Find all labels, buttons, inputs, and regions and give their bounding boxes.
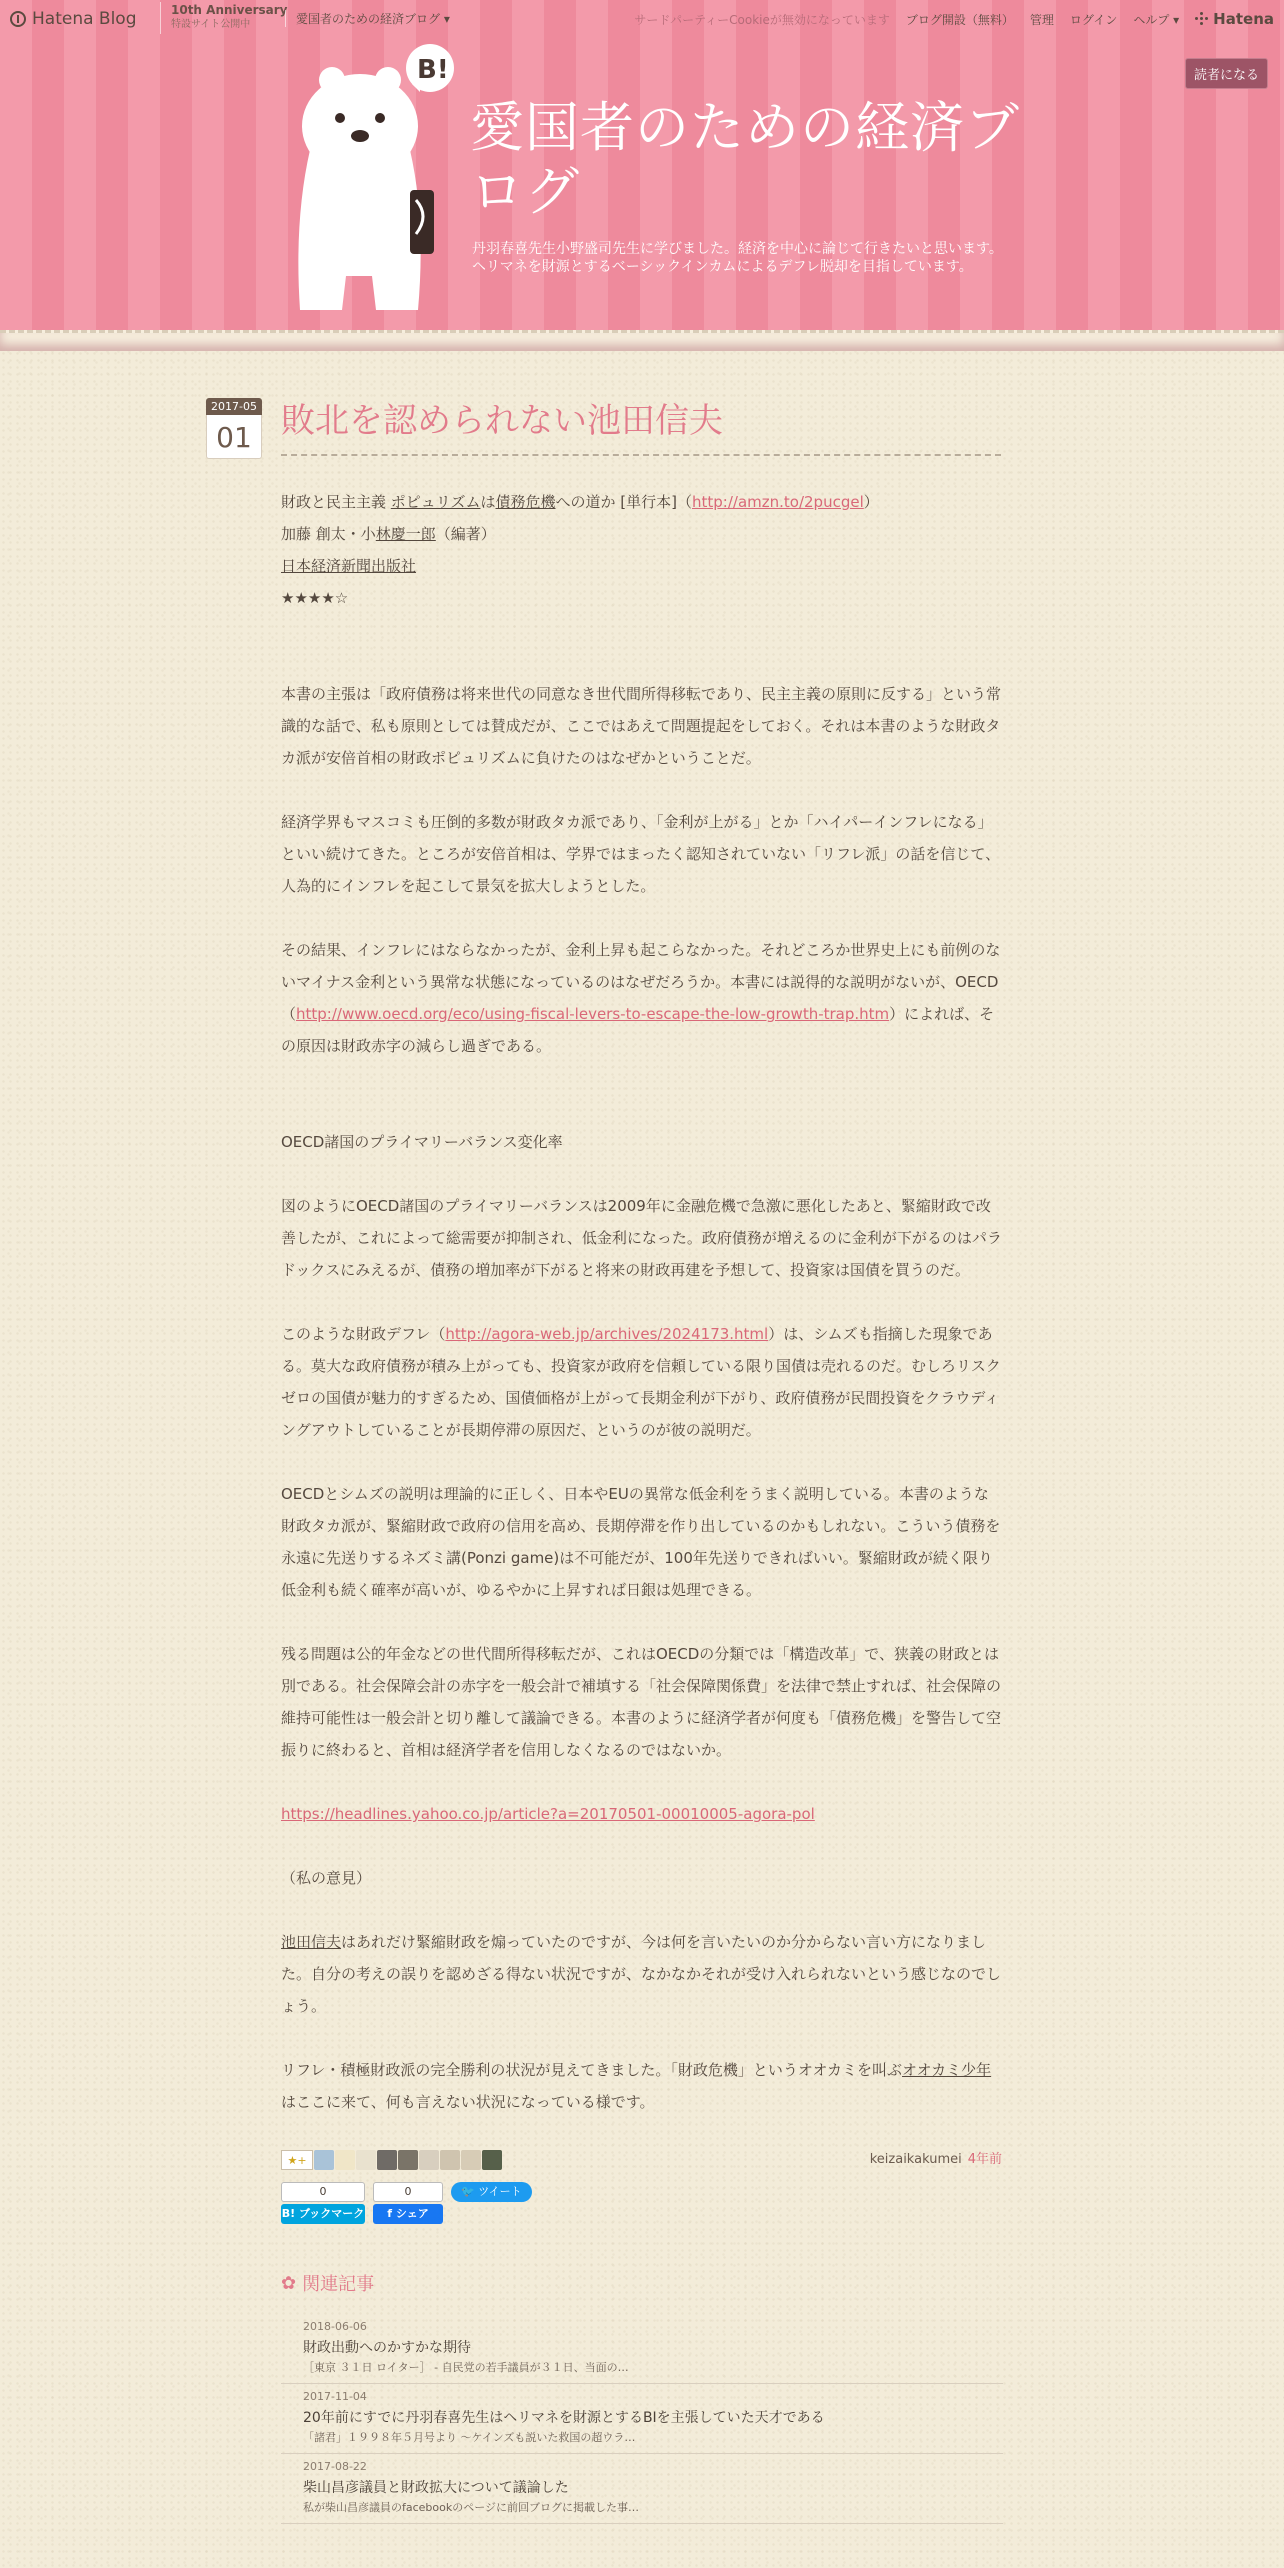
flower-icon: ✿: [281, 2272, 297, 2294]
opinion-heading: （私の意見）: [281, 1869, 372, 1887]
social-share-buttons: [281, 2182, 532, 2224]
related-snippet: 「諸君」１９９８年５月号より ～ケインズも説いた救国の超ウラ…: [303, 2431, 636, 2444]
header-divider: [0, 330, 1284, 351]
facebook-count: 0: [373, 2182, 443, 2202]
keyword-link[interactable]: 林慶一郎: [375, 525, 436, 543]
blog-mascot-bear-image: [270, 40, 470, 340]
help-menu[interactable]: ヘルプ ▾: [1133, 12, 1180, 27]
keyword-link[interactable]: オオカミ少年: [902, 2061, 992, 2079]
source-link[interactable]: https://headlines.yahoo.co.jp/article?a=20170501-00010005-agora-pol: [281, 1805, 815, 1823]
related-date: 2018-06-06: [303, 2320, 367, 2333]
keyword-link[interactable]: 池田信夫: [281, 1933, 342, 1951]
paragraph: [281, 2054, 1003, 2118]
figure-caption: OECD諸国のプライマリーバランス変化率: [281, 1133, 563, 1151]
entry-date-badge[interactable]: [206, 398, 262, 459]
agora-link[interactable]: http://agora-web.jp/archives/2024173.html: [445, 1325, 769, 1343]
facebook-share-button[interactable]: f シェア: [373, 2204, 443, 2224]
text: ）は、シムズも指摘した現象である。莫大な政府債務が積み上がっても、投資家が政府を信頼している限り国債は売れるのだ。むしろリスクゼロの国債が魅力的すぎるため、国債価格が上がって長期金利が下がり、政府債務が民間投資をクラウディングアウトしていることが長期停滞の原因だ、というのが彼の説明だ。: [281, 1325, 1001, 1439]
star-user-icon[interactable]: [398, 2150, 418, 2170]
related-entry[interactable]: [281, 2454, 1003, 2524]
text: への道か [単行本]（: [555, 493, 692, 511]
logo-text: Hatena Blog: [32, 9, 137, 29]
text: ）によれば、その原因は財政赤字の減らし過ぎである。: [281, 1005, 995, 1055]
global-header-bar: [0, 0, 1284, 36]
tweet-button[interactable]: [451, 2182, 532, 2202]
related-snippet: 私が柴山昌彦議員のfacebookのページに前回ブログに掲載した事…: [303, 2501, 640, 2514]
hatena-star-bar: [281, 2150, 502, 2170]
keyword-link[interactable]: ポピュリズム: [390, 493, 481, 511]
related-date: 2017-11-04: [303, 2390, 367, 2403]
related-entries: [281, 2270, 1003, 2524]
book-title-line: [281, 486, 1003, 518]
keyword-link[interactable]: 日本経済新聞出版社: [281, 557, 417, 575]
tweet-label: ツイート: [478, 2185, 522, 2198]
amazon-link[interactable]: http://amzn.to/2pucgel: [692, 493, 864, 511]
login-link[interactable]: ログイン: [1069, 12, 1118, 27]
twitter-bird-icon: 🐦: [461, 2185, 479, 2198]
hatena-blog-logo[interactable]: [10, 9, 137, 29]
related-title[interactable]: 柴山昌彦議員と財政拡大について議論した: [303, 2480, 569, 2496]
paragraph: 経済学界もマスコミも圧倒的多数が財政タカ派であり、「金利が上がる」とか「ハイパーインフレになる」といい続けてきた。ところが安倍首相は、学界ではまったく認知されていない「リフレ派」の話を信じて、人為的にインフレを起こして景気を拡大しようとした。: [281, 813, 1001, 895]
entry-date-day: 01: [206, 415, 262, 459]
book-rating: ★★★★☆: [281, 589, 349, 607]
hatena-blog-icon: [10, 11, 26, 27]
paragraph: OECDとシムズの説明は理論的に正しく、日本やEUの異常な低金利をうまく説明している。本書のような財政タカ派が、緊縮財政で政府の信用を高め、長期停滞を作り出しているのかもしれない。こういう債務を永遠に先送りするネズミ講(Ponzi game)は不可能だが、100年先送りできればいい。緊縮財政が続く限り低金利も続く確率が高いが、ゆるやかに上昇すれば日銀は処理できる。: [281, 1485, 1001, 1599]
open-blog-link[interactable]: ブログ開設（無料）: [905, 12, 1014, 27]
star-user-icon[interactable]: [482, 2150, 502, 2170]
text: リフレ・積極財政派の完全勝利の状況が見えてきました。「財政危機」というオオカミを叫ぶ: [281, 2061, 903, 2079]
star-user-icon[interactable]: [377, 2150, 397, 2170]
bookmark-button[interactable]: B! ブックマーク: [281, 2204, 365, 2224]
entry-time-ago[interactable]: 4年前: [967, 2152, 1002, 2167]
text: はここに来て、何も言えない状況になっている様です。: [281, 2093, 655, 2111]
related-entry[interactable]: [281, 2384, 1003, 2454]
global-nav-right: [634, 10, 1274, 28]
facebook-share[interactable]: [373, 2182, 443, 2224]
hatena-bookmark-share[interactable]: [281, 2182, 365, 2224]
related-heading: [281, 2270, 1003, 2296]
blog-description: 丹羽春喜先生小野盛司先生に学びました。経済を中心に論じて行きたいと思います。ヘリマネを財源とするベーシックインカムによるデフレ脱却を目指しています。: [472, 241, 1003, 275]
author-link[interactable]: keizaikakumei: [869, 2152, 962, 2167]
blog-header: [0, 0, 1284, 338]
oecd-link[interactable]: http://www.oecd.org/eco/using-fiscal-levers-to-escape-the-low-growth-trap.htm: [296, 1005, 890, 1023]
entry-author-meta: [870, 2148, 1002, 2167]
related-title[interactable]: 20年前にすでに丹羽春喜先生はヘリマネを財源とするBIを主張していた天才である: [303, 2410, 825, 2426]
paragraph: 図のようにOECD諸国のプライマリーバランスは2009年に金融危機で急激に悪化したあと、緊縮財政で改善したが、これによって総需要が抑制され、低金利になった。政府債務が増えるのに金利が下がるのはパラドックスにみえるが、債務の増加率が下がると将来の財政再建を予想して、投資家は国債を買うのだ。: [281, 1197, 1002, 1279]
text: このような財政デフレ（: [281, 1325, 446, 1343]
text: その結果、インフレにはならなかったが、金利上昇も起こらなかった。それどころか世界史上にも前例のないマイナス金利という異常な状態になっているのはなぜだろうか。本書には説得的な説明がないが、OECD（: [281, 941, 1001, 1023]
cookie-notice[interactable]: サードパーティーCookieが無効になっています: [634, 12, 890, 27]
star-user-icon[interactable]: [314, 2150, 334, 2170]
paragraph: 残る問題は公的年金などの世代間所得移転だが、これはOECDの分類では「構造改革」で、狭義の財政とは別である。社会保障会計の赤字を一般会計で補填する「社会保障関係費」を法律で禁止すれば、社会保障の維持可能性は一般会計と切り離して議論できる。本書のように経済学者が何度も「債務危機」を警告して空振りに終わると、首相は経済学者を信用しなくなるのではないか。: [281, 1645, 1002, 1759]
entry-title[interactable]: 敗北を認められない池田信夫: [281, 398, 1001, 456]
paragraph: [281, 1798, 1003, 1830]
text: 財政と民主主義: [281, 493, 391, 511]
hatena-label: Hatena: [1213, 10, 1274, 28]
spacer: [281, 1094, 1003, 1126]
related-entry[interactable]: [281, 2314, 1003, 2384]
text: ）: [863, 493, 879, 511]
text: は: [480, 493, 496, 511]
related-date: 2017-08-22: [303, 2460, 367, 2473]
blog-menu-dropdown[interactable]: 愛国者のための経済ブログ ▾: [285, 10, 450, 27]
spacer: [281, 646, 1003, 678]
add-star-button[interactable]: ★+: [281, 2150, 313, 2170]
anniversary-subtitle: 特設サイト公開中: [171, 19, 251, 30]
hatena-menu[interactable]: [1195, 10, 1274, 28]
related-heading-text: 関連記事: [302, 2274, 375, 2295]
star-user-icon[interactable]: [356, 2150, 376, 2170]
related-snippet: ［東京 ３１日 ロイター］ - 自民党の若手議員が３１日、当面の…: [303, 2361, 629, 2374]
svg-text:B!: B!: [417, 55, 449, 85]
subscribe-button[interactable]: 読者になる: [1185, 58, 1268, 89]
star-user-icon[interactable]: [419, 2150, 439, 2170]
related-title[interactable]: 財政出動へのかすかな期待: [303, 2340, 471, 2356]
entry-date-month: 2017-05: [206, 398, 262, 415]
text: 加藤 創太・小: [281, 525, 376, 543]
star-user-icon[interactable]: [335, 2150, 355, 2170]
hatena-dots-icon: [1195, 12, 1209, 26]
blog-title[interactable]: 愛国者のための経済ブログ: [470, 96, 1020, 223]
paragraph: 本書の主張は「政府債務は将来世代の同意なき世代間所得移転であり、民主主義の原則に反する」という常識的な話で、私も原則としては賛成だが、ここではあえて問題提起をしておく。それは本書のような財政タカ派が安倍首相の財政ポピュリズムに負けたのはなぜかということだ。: [281, 685, 1002, 767]
paragraph: [281, 1318, 1003, 1446]
text: （編著）: [435, 525, 496, 543]
paragraph: [281, 934, 1003, 1062]
anniversary-link[interactable]: [160, 2, 288, 34]
anniversary-title: 10th Anniversary: [171, 3, 288, 17]
admin-link[interactable]: 管理: [1029, 12, 1054, 27]
star-user-icon[interactable]: [461, 2150, 481, 2170]
paragraph: [281, 1926, 1003, 2022]
keyword-link[interactable]: 債務危機: [495, 493, 556, 511]
text: はあれだけ緊縮財政を煽っていたのですが、今は何を言いたいのか分からない言い方になりました。自分の考えの誤りを認めざる得ない状況ですが、なかなかそれが受け入れられないという感じなのでしょう。: [281, 1933, 1002, 2015]
book-publisher: [281, 550, 1003, 582]
book-authors: [281, 518, 1003, 550]
bookmark-count: 0: [281, 2182, 365, 2202]
entry-content: [281, 486, 1003, 2150]
star-user-icon[interactable]: [440, 2150, 460, 2170]
